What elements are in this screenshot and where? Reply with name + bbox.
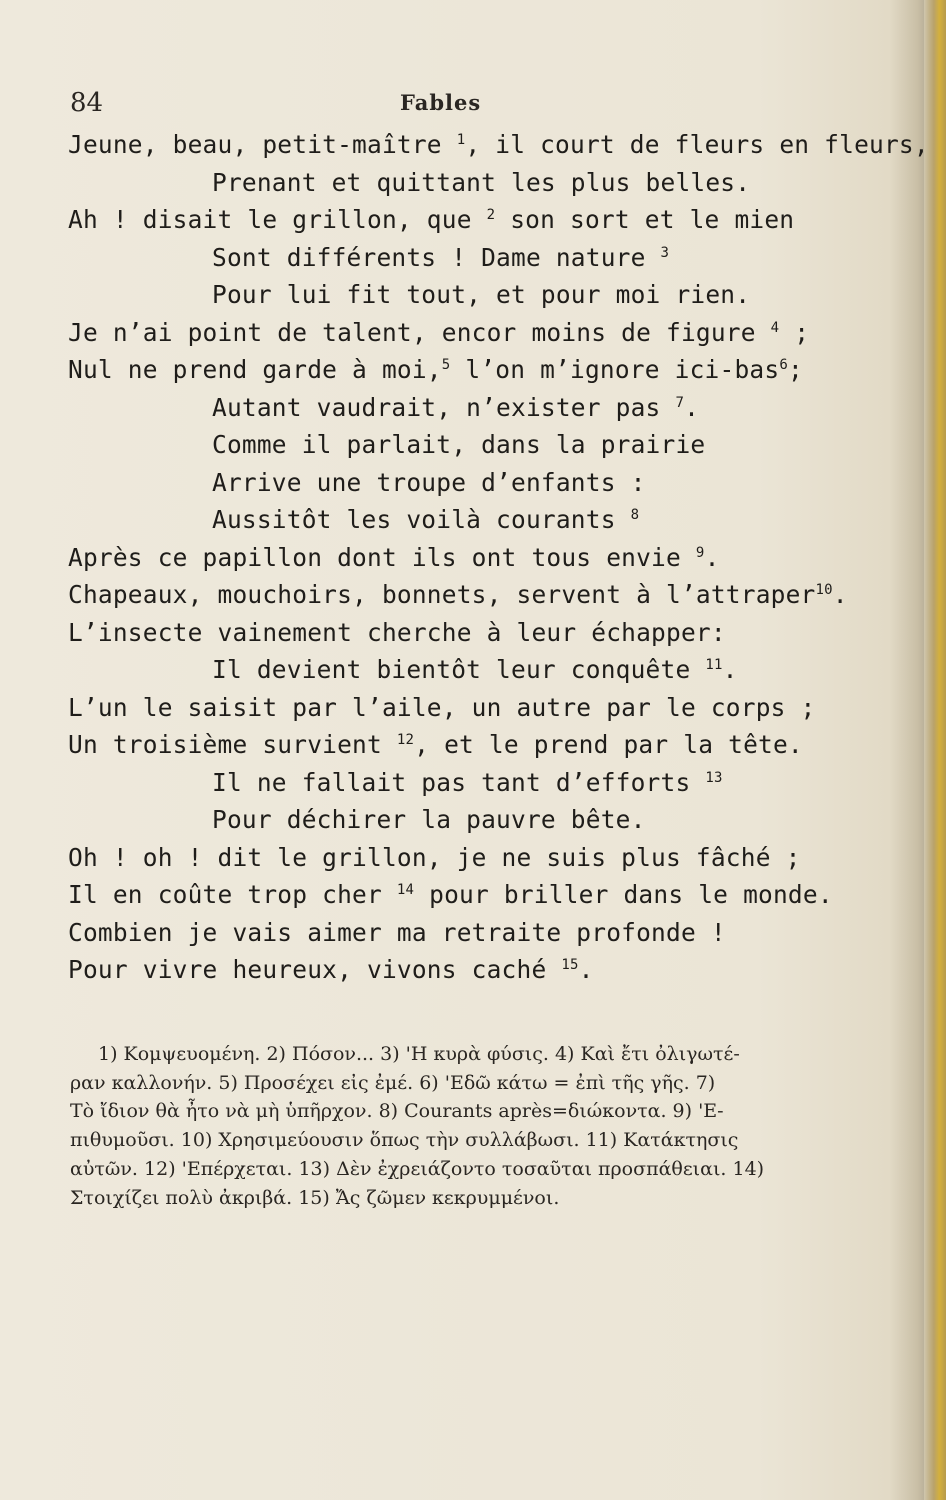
footnote-marker: 2 [486,207,496,223]
footnote-line: ραν καλλονήν. 5) Προσέχει εἰς ἐμέ. 6) 'Εδῶ κάτω = ἐπὶ τῆς γῆς. 7) [70,1071,716,1094]
poem-line-text: Aussitôt les voilà courants [212,505,631,534]
poem-line [68,314,868,352]
poem-line-text: Autant vaudrait, n’exister pas [212,392,676,422]
poem-line [68,464,868,502]
poem-line-tail: . [832,580,848,609]
poem-line [68,539,868,577]
footnote-line: Τὸ ἴδιον θὰ ἦτο νὰ μὴ ὑπῆρχον. 8) Courants après=διώκοντα. 9) 'Ε- [70,1100,724,1123]
poem-line-text: Prenant et quittant les plus belles. [212,167,751,197]
poem-line-tail: ; [787,355,803,384]
poem-line-text: Oh ! oh ! dit le grillon, je ne suis plus fâché ; [68,842,801,872]
footnote-marker: 1 [456,132,466,148]
poem-line [68,164,868,202]
footnote-marker: 15 [561,957,579,973]
poem-line [68,426,868,464]
poem-line-tail: l’on m’ignore ici-bas [450,355,780,384]
footnote-line: 1) Κομψευομένη. 2) Πόσον... 3) 'Η κυρὰ φύσις. 4) Καὶ ἔτι ὀλιγωτέ- [98,1043,740,1065]
poem-line-text: Comme il parlait, dans la prairie [212,430,706,459]
poem-line-tail: . [704,542,720,572]
poem-line [68,351,868,389]
poem-line-text: Chapeaux, mouchoirs, bonnets, servent à l’attraper [68,580,816,609]
poem-line-tail: . [684,392,700,422]
poem-line-text: Combien je vais aimer ma retraite profonde ! [68,917,726,947]
poem-line [68,501,868,539]
poem-line-text: Sont différents ! Dame nature [212,242,661,272]
footnote-line: αὐτῶν. 12) 'Επέρχεται. 13) Δὲν ἐχρειάζοντο τοσαῦται προσπάθειαι. 14) [70,1157,765,1180]
poem-line-tail: , et le prend par la tête. [414,730,803,759]
footnote-marker: 5 [441,357,451,373]
footnote-marker: 13 [705,769,723,786]
poem-line [68,389,868,427]
poem-line-text: L’un le saisit par l’aile, un autre par le corps ; [68,692,816,722]
poem-line-tail: , il court de fleurs en fleurs, [465,130,929,159]
poem-body [68,126,929,989]
poem-line [68,576,868,614]
poem-line-text: L’insecte vainement cherche à leur échapper: [68,617,726,647]
poem-line-text: Il devient bientôt leur conquête [212,655,706,684]
page-number: 84 [70,88,104,118]
poem-line [68,276,868,314]
poem-line-text: Il en coûte trop cher [68,880,397,909]
running-title: Fables [400,90,482,115]
poem-line [68,726,868,764]
footnotes [70,1040,870,1212]
page-edge [924,0,946,1500]
poem-line [68,126,929,164]
poem-line-text: Jeune, beau, petit-maître [68,130,457,159]
poem-line-tail: son sort et le mien [495,205,795,234]
poem-line-text: Après ce papillon dont ils ont tous envie [68,542,696,572]
poem-line-text: Nul ne prend garde à moi, [68,355,442,384]
footnote-marker: 7 [675,394,685,411]
footnote-marker: 4 [770,319,780,336]
footnote-line: Στοιχίζει πολὺ ἀκριβά. 15) Ἄς ζῶμεν κεκρυμμένοι. [70,1186,560,1209]
poem-line-tail: . [722,655,738,684]
footnote-line: πιθυμοῦσι. 10) Χρησιμεύουσιν ὅπως τὴν συλλάβωσι. 11) Κατάκτησις [70,1129,739,1152]
poem-line [68,764,868,802]
poem-line [68,239,868,277]
footnote-marker: 9 [695,544,705,561]
poem-line [68,876,868,914]
poem-line [68,839,868,877]
footnote-marker: 11 [705,657,723,673]
poem-line [68,951,868,989]
poem-line [68,201,868,239]
page-header [60,86,820,126]
poem-line-text: Un troisième survient [68,730,397,759]
footnote-marker: 10 [815,582,833,598]
poem-line-text: Je n’ai point de talent, encor moins de figure [68,317,771,347]
poem-line-tail: . [578,955,594,984]
poem-line-text: Il ne fallait pas tant d’efforts [212,767,706,797]
footnote-marker: 8 [630,507,640,523]
poem-line [68,801,868,839]
poem-line-text: Pour vivre heureux, vivons caché [68,955,562,984]
poem-line-text: Ah ! disait le grillon, que [68,205,487,234]
poem-line-tail: pour briller dans le monde. [414,880,833,909]
poem-line-tail: ; [779,317,810,347]
footnote-marker: 3 [660,244,670,261]
poem-line [68,651,868,689]
footnote-marker: 6 [779,357,788,373]
footnote-marker: 14 [396,882,415,898]
poem-line-text: Pour déchirer la pauvre bête. [212,805,646,834]
footnote-marker: 12 [396,732,415,748]
poem-line [68,689,868,727]
poem-line [68,614,868,652]
poem-line-text: Pour lui fit tout, et pour moi rien. [212,280,751,309]
poem-line [68,914,868,952]
poem-line-text: Arrive une troupe d’enfants : [212,467,646,497]
